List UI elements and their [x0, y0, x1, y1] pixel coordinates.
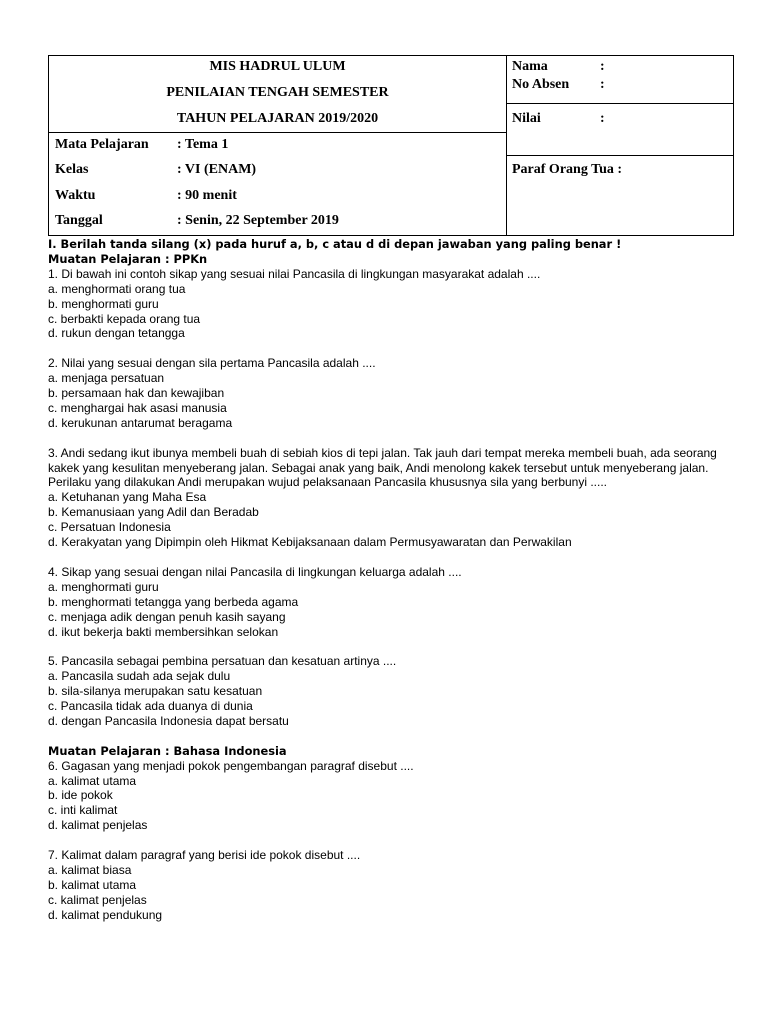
name-label: Nama	[512, 59, 548, 74]
answer-option: c. inti kalimat	[48, 803, 118, 818]
question	[48, 848, 738, 923]
answer-option: b. ide pokok	[48, 788, 113, 803]
answer-option: d. kerukunan antarumat beragama	[48, 415, 233, 430]
field-label-subject: Mata Pelajaran	[55, 137, 149, 152]
question-text: 1. Di bawah ini contoh sikap yang sesuai nilai Pancasila di lingkungan masyarakat adalah ....	[48, 266, 541, 281]
parent-signature-label: Paraf Orang Tua :	[512, 162, 623, 177]
academic-year: TAHUN PELAJARAN 2019/2020	[176, 111, 379, 126]
answer-option: c. berbakti kepada orang tua	[48, 311, 201, 326]
table-divider-left	[49, 132, 506, 133]
answer-option: b. Kemanusiaan yang Adil dan Beradab	[48, 505, 259, 520]
section-title-ppkn: Muatan Pelajaran : PPKn	[48, 251, 208, 266]
question	[48, 267, 738, 342]
answer-option: c. menghargai hak asasi manusia	[48, 400, 227, 415]
field-value-subject: : Tema 1	[177, 137, 229, 152]
field-label-date: Tanggal	[55, 213, 103, 228]
answer-option: a. menjaga persatuan	[48, 371, 165, 386]
name-colon: :	[600, 59, 605, 74]
exam-header-table	[48, 55, 734, 236]
answer-option: d. rukun dengan tetangga	[48, 326, 185, 341]
answer-option: a. Ketuhanan yang Maha Esa	[48, 490, 207, 505]
answer-option: d. ikut bekerja bakti membersihkan selokan	[48, 624, 279, 639]
question	[48, 446, 738, 550]
exam-content	[48, 237, 738, 923]
score-label: Nilai	[512, 111, 541, 126]
table-divider-right-2	[506, 155, 733, 156]
answer-option: a. kalimat utama	[48, 773, 137, 788]
answer-option: b. persamaan hak dan kewajiban	[48, 386, 225, 401]
answer-option: d. kalimat penjelas	[48, 818, 148, 833]
question-text: 7. Kalimat dalam paragraf yang berisi ide pokok disebut ....	[48, 848, 361, 863]
field-label-time: Waktu	[55, 188, 96, 203]
score-colon: :	[600, 111, 605, 126]
answer-option: c. menjaga adik dengan penuh kasih sayang	[48, 609, 286, 624]
answer-option: a. Pancasila sudah ada sejak dulu	[48, 669, 231, 684]
answer-option: b. menghormati guru	[48, 296, 159, 311]
question-text: 4. Sikap yang sesuai dengan nilai Pancasila di lingkungan keluarga adalah ....	[48, 564, 462, 579]
table-divider-vertical	[506, 56, 507, 235]
answer-option: d. kalimat pendukung	[48, 907, 163, 922]
answer-option: a. menghormati guru	[48, 579, 159, 594]
school-name: MIS HADRUL ULUM	[209, 59, 346, 74]
answer-option: b. menghormati tetangga yang berbeda agama	[48, 594, 299, 609]
question-text: 2. Nilai yang sesuai dengan sila pertama Pancasila adalah ....	[48, 356, 376, 371]
answer-option: b. kalimat utama	[48, 877, 137, 892]
question	[48, 654, 738, 729]
absen-label: No Absen	[512, 77, 570, 92]
section-title-bahasa-indonesia: Muatan Pelajaran : Bahasa Indonesia	[48, 743, 287, 758]
answer-option: d. dengan Pancasila Indonesia dapat bersatu	[48, 713, 289, 728]
instruction: I. Berilah tanda silang (x) pada huruf a, b, c atau d di depan jawaban yang paling benar !	[48, 237, 622, 251]
answer-option: a. kalimat biasa	[48, 862, 132, 877]
field-value-class: : VI (ENAM)	[177, 162, 257, 177]
question	[48, 356, 738, 431]
exam-title: PENILAIAN TENGAH SEMESTER	[166, 85, 389, 100]
question	[48, 565, 738, 640]
field-value-date: : Senin, 22 September 2019	[177, 213, 339, 228]
answer-option: b. sila-silanya merupakan satu kesatuan	[48, 684, 263, 699]
question-text: 3. Andi sedang ikut ibunya membeli buah di sebiah kios di tepi jalan. Tak jauh dari tempat mereka membeli buah, ada seorang kakek yang kesulitan menyeberang jalan. Sebagai anak yang baik, Andi menolong kakek tersebut untuk menyeberang jalan. Perilaku yang dilakukan Andi merupakan wujud pelaksanaan Pancasila khususnya sila yang berbunyi .....	[48, 445, 717, 490]
answer-option: c. kalimat penjelas	[48, 892, 147, 907]
question-text: 5. Pancasila sebagai pembina persatuan dan kesatuan artinya ....	[48, 654, 397, 669]
field-label-class: Kelas	[55, 162, 89, 177]
field-value-time: : 90 menit	[177, 188, 237, 203]
answer-option: c. Pancasila tidak ada duanya di dunia	[48, 699, 253, 714]
table-divider-right-1	[506, 103, 733, 104]
question	[48, 759, 738, 834]
absen-colon: :	[600, 77, 605, 92]
answer-option: a. menghormati orang tua	[48, 281, 186, 296]
question-text: 6. Gagasan yang menjadi pokok pengembangan paragraf disebut ....	[48, 758, 414, 773]
answer-option: d. Kerakyatan yang Dipimpin oleh Hikmat Kebijaksanaan dalam Permusyawaratan dan Perwakilan	[48, 535, 572, 550]
answer-option: c. Persatuan Indonesia	[48, 520, 171, 535]
